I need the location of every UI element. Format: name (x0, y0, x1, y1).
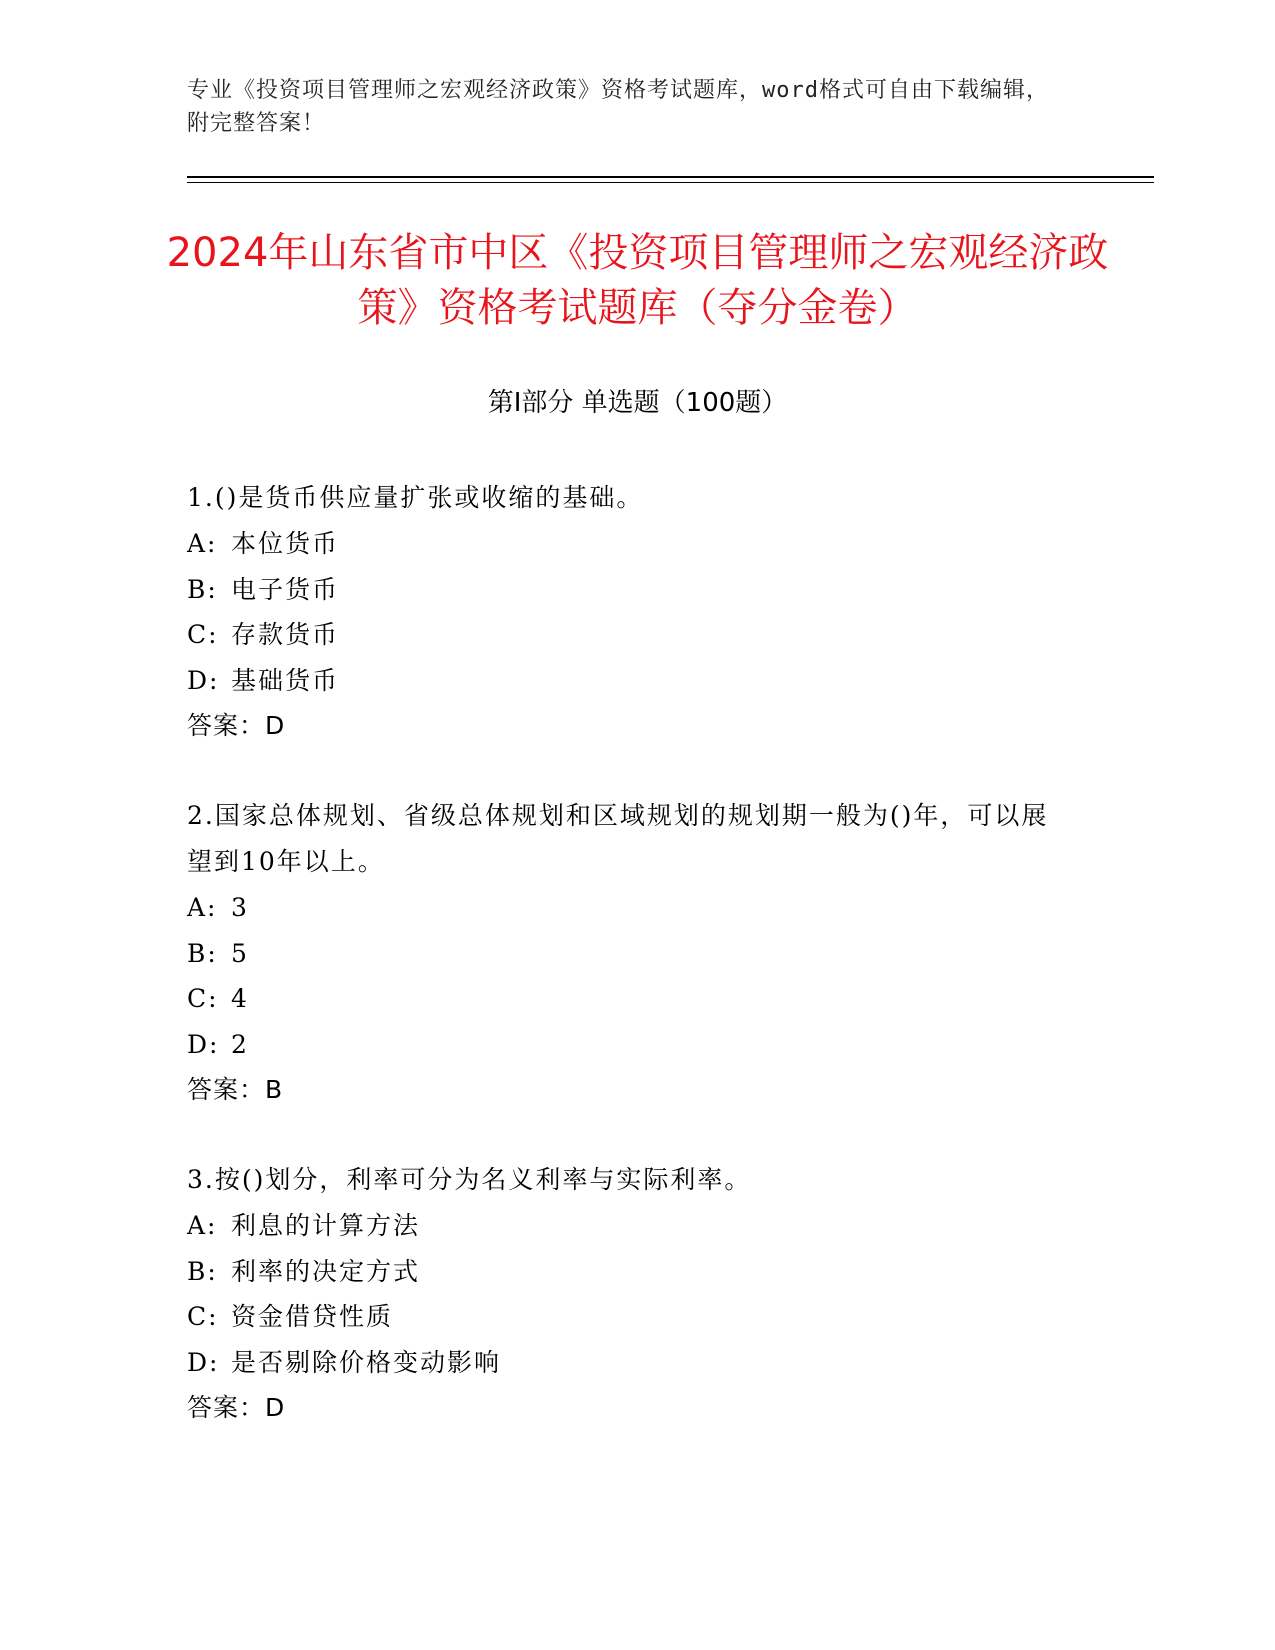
option-letter: B: (187, 1256, 218, 1286)
option-text: 利息的计算方法 (231, 1211, 421, 1240)
option-letter: C: (187, 1302, 219, 1331)
option-letter: B: (187, 938, 218, 968)
document-title: 2024年山东省市中区《投资项目管理师之宏观经济政策》资格考试题库（夺分金卷） (166, 230, 1109, 331)
question-3 (187, 1157, 1067, 1431)
option-b (187, 567, 1067, 613)
option-c (187, 976, 1067, 1022)
option-text: 基础货币 (231, 665, 340, 695)
option-letter: A: (187, 1211, 218, 1240)
header-note: 专业《投资项目管理师之宏观经济政策》资格考试题库，word格式可自由下载编辑，附完整答案！ (187, 78, 1049, 136)
answer-line: 答案：B (187, 1075, 284, 1104)
question-1 (187, 475, 1067, 749)
option-letter: C: (187, 984, 219, 1013)
option-b (187, 931, 1067, 977)
option-letter: D: (187, 665, 220, 695)
option-letter: A: (187, 893, 218, 922)
option-text: 4 (231, 984, 249, 1013)
option-text: 5 (231, 938, 249, 968)
question-list (187, 475, 1067, 1475)
option-text: 本位货币 (231, 529, 340, 558)
option-d (187, 1022, 1067, 1068)
option-a (187, 885, 1067, 931)
option-text: 是否剔除价格变动影响 (231, 1347, 502, 1377)
header-divider-thin (187, 182, 1154, 183)
question-2 (187, 793, 1067, 1113)
question-stem: 2.国家总体规划、省级总体规划和区域规划的规划期一般为()年，可以展望到10年以上。 (187, 801, 1049, 876)
option-c (187, 612, 1067, 658)
option-d (187, 1340, 1067, 1386)
option-letter: D: (187, 1347, 220, 1377)
option-letter: D: (187, 1029, 220, 1059)
header-divider-thick (187, 176, 1154, 178)
option-text: 资金借贷性质 (231, 1302, 394, 1331)
option-text: 2 (231, 1029, 249, 1059)
option-text: 利率的决定方式 (231, 1256, 421, 1286)
option-text: 存款货币 (231, 620, 340, 649)
option-a (187, 521, 1067, 567)
option-letter: B: (187, 574, 218, 604)
option-b (187, 1249, 1067, 1295)
option-c (187, 1294, 1067, 1340)
answer-line: 答案：D (187, 711, 286, 740)
option-text: 3 (231, 893, 249, 922)
answer-line: 答案：D (187, 1393, 286, 1422)
option-letter: C: (187, 620, 219, 649)
option-d (187, 658, 1067, 704)
option-a (187, 1203, 1067, 1249)
option-text: 电子货币 (231, 574, 340, 604)
question-stem: 3.按()划分，利率可分为名义利率与实际利率。 (187, 1165, 752, 1194)
part-heading: 第I部分 单选题（100题） (487, 388, 788, 418)
option-letter: A: (187, 529, 218, 558)
question-stem: 1.()是货币供应量扩张或收缩的基础。 (187, 483, 644, 512)
